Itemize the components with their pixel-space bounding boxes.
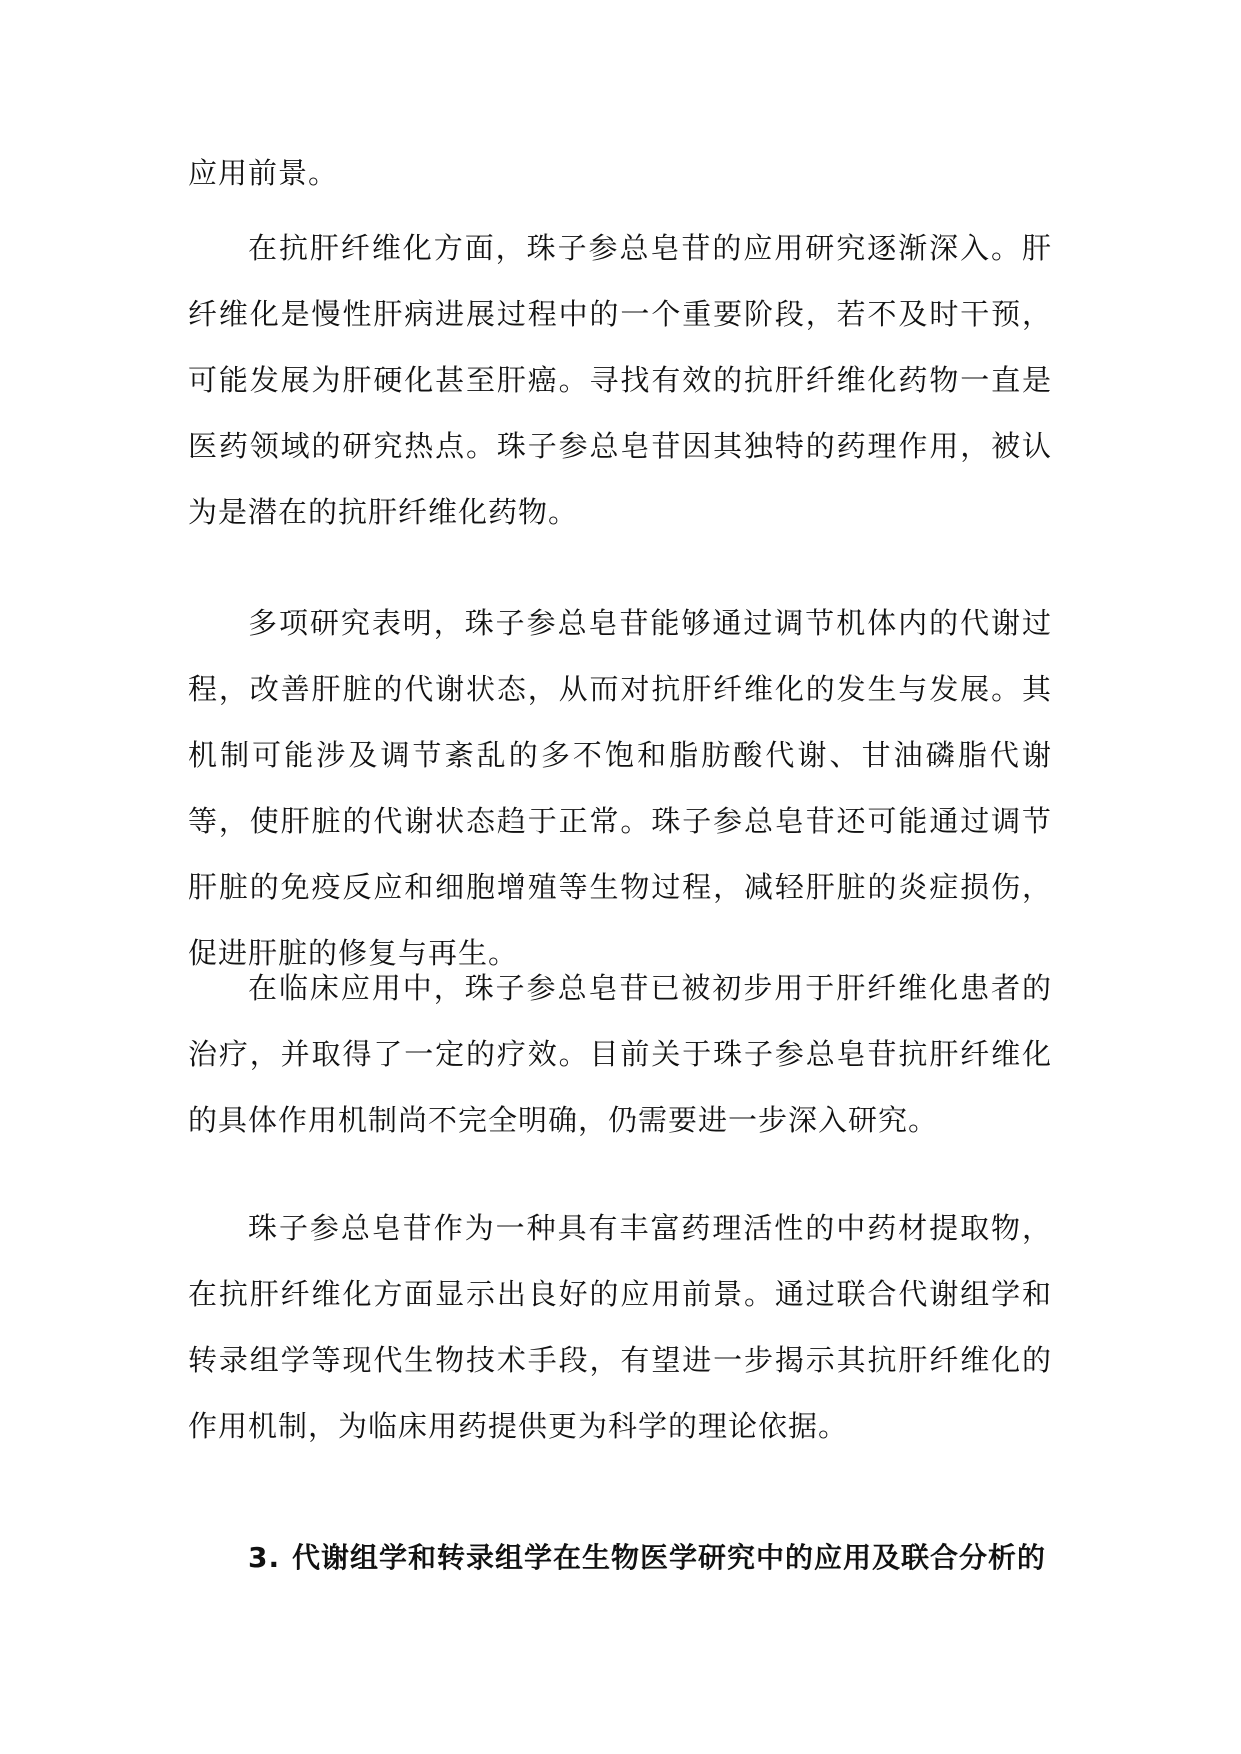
paragraph-metabolic-mechanism: 多项研究表明，珠子参总皂苷能够通过调节机体内的代谢过程，改善肝脏的代谢状态，从而对抗肝纤维化的发生与发展。其机制可能涉及调节紊乱的多不饱和脂肪酸代谢、甘油磷脂代谢等，使肝脏的代谢状态趋于正常。珠子参总皂苷还可能通过调节肝脏的免疫反应和细胞增殖等生物过程，减轻肝脏的炎症损伤，促进肝脏的修复与再生。 (188, 606, 1052, 970)
paragraph-continuation: 应用前景。 (188, 156, 339, 190)
section-heading (248, 1525, 1068, 1591)
paragraph-anti-fibrosis-application: 在抗肝纤维化方面，珠子参总皂苷的应用研究逐渐深入。肝纤维化是慢性肝病进展过程中的一个重要阶段，若不及时干预，可能发展为肝硬化甚至肝癌。寻找有效的抗肝纤维化药物一直是医药领域的研究热点。珠子参总皂苷因其独特的药理作用，被认为是潜在的抗肝纤维化药物。 (188, 231, 1052, 529)
paragraph-summary: 珠子参总皂苷作为一种具有丰富药理活性的中药材提取物，在抗肝纤维化方面显示出良好的应用前景。通过联合代谢组学和转录组学等现代生物技术手段，有望进一步揭示其抗肝纤维化的作用机制，为临床用药提供更为科学的理论依据。 (188, 1211, 1052, 1443)
section-number: 3. (248, 1541, 281, 1574)
section-title: 代谢组学和转录组学在生物医学研究中的应用及联合分析的 (292, 1541, 1047, 1574)
paragraph-clinical-application: 在临床应用中，珠子参总皂苷已被初步用于肝纤维化患者的治疗，并取得了一定的疗效。目前关于珠子参总皂苷抗肝纤维化的具体作用机制尚不完全明确，仍需要进一步深入研究。 (188, 971, 1052, 1137)
